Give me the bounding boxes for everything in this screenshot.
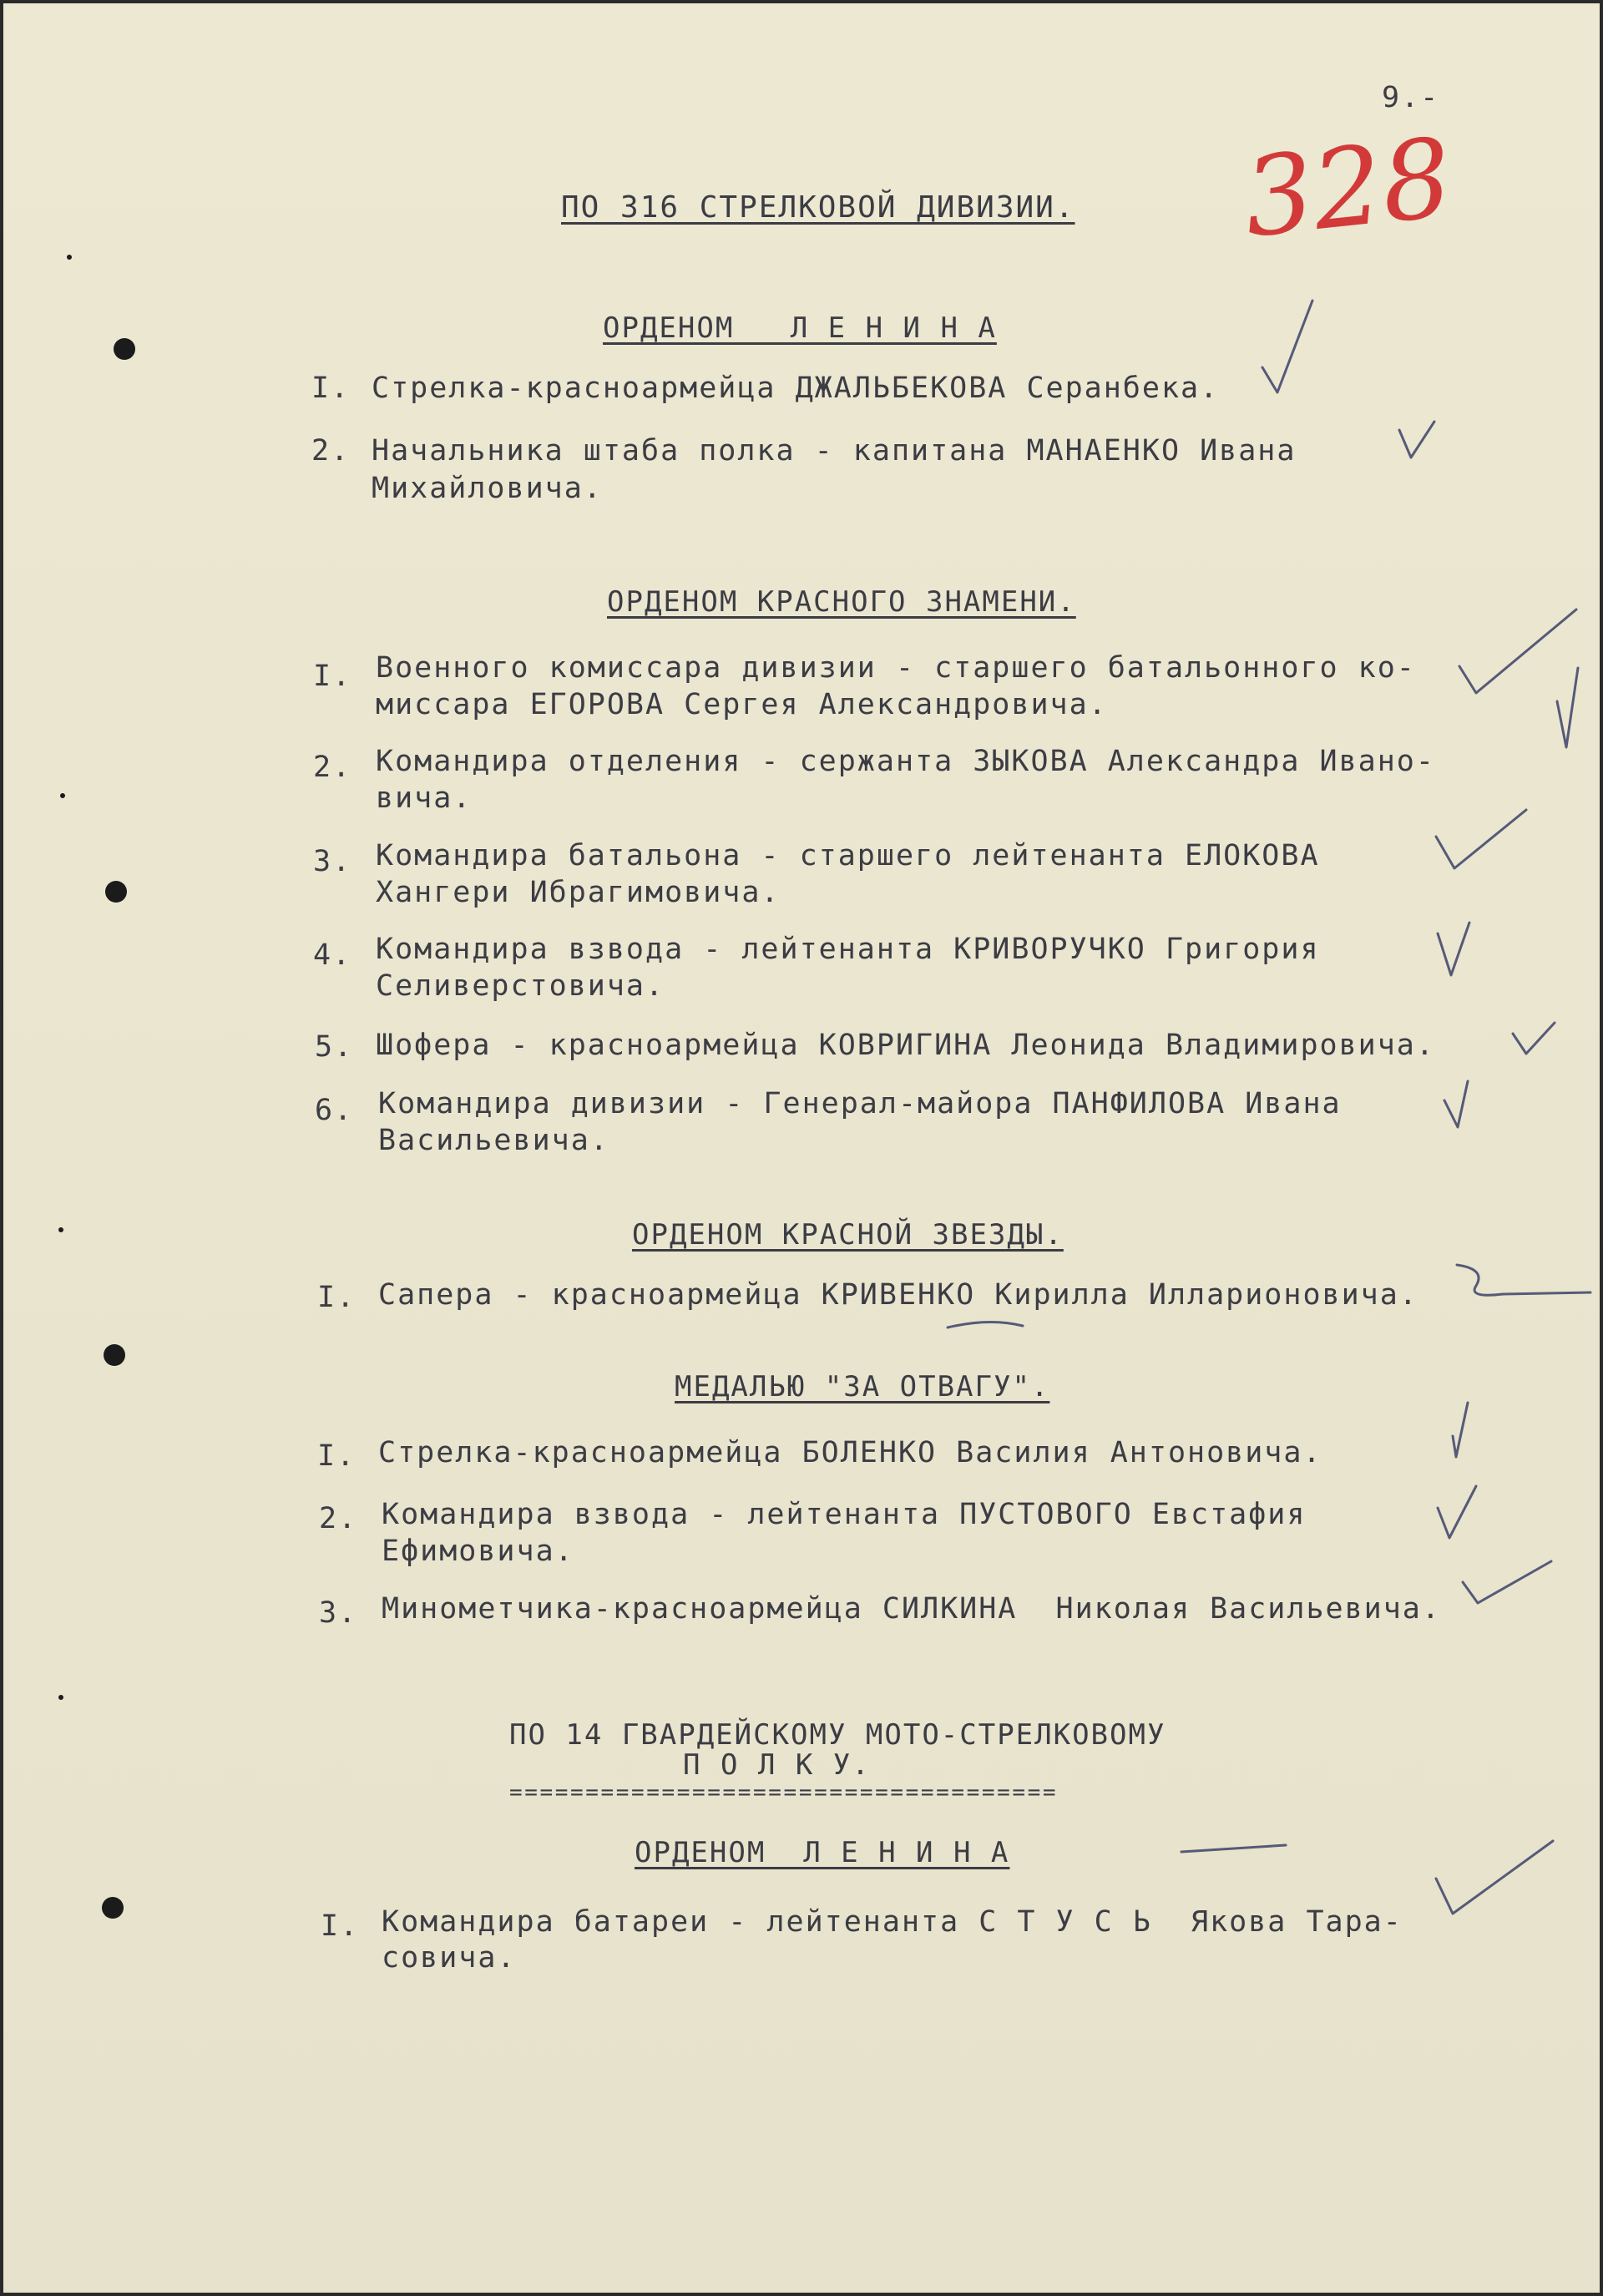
list-item-text: Хангери Ибрагимовича. (376, 876, 781, 909)
section-heading-order-lenin: ОРДЕНОМ Л Е Н И Н А (603, 311, 997, 345)
list-item-number: 3. (313, 845, 352, 878)
list-item-text: Командира батареи - лейтенанта С Т У С Ь Якова Тара- (382, 1905, 1403, 1939)
list-item-text: Командира дивизии - Генерал-майора ПАНФИЛОВА Ивана (378, 1087, 1342, 1120)
regiment-title-rule: ==================================== (509, 1780, 1059, 1805)
section-heading-order-lenin-regiment: ОРДЕНОМ Л Е Н И Н А (635, 1836, 1010, 1869)
list-item-number: 3. (319, 1596, 358, 1630)
list-item-text: вича. (376, 781, 473, 815)
regiment-title-word: П О Л К У. (683, 1748, 871, 1782)
list-item-text: Командира взвода - лейтенанта ПУСТОВОГО Евстафия (382, 1498, 1307, 1531)
list-item-number: I. (321, 1909, 360, 1943)
list-item-text: Минометчика-красноармейца СИЛКИНА Николая Васильевича. (382, 1592, 1441, 1626)
list-item-number: I. (313, 660, 352, 693)
section-heading-order-red-star: ОРДЕНОМ КРАСНОЙ ЗВЕЗДЫ. (632, 1218, 1064, 1252)
list-item-text: Ефимовича. (382, 1535, 574, 1568)
check-mark-icon (1438, 1486, 1476, 1538)
check-mark-icon (1457, 1265, 1590, 1295)
list-item-number: 2. (311, 434, 351, 468)
section-heading-medal-courage: МЕДАЛЬЮ "ЗА ОТВАГУ". (675, 1370, 1050, 1403)
list-item-number: 2. (313, 751, 352, 784)
list-item-number: 5. (315, 1030, 354, 1064)
list-item-text: Командира отделения - сержанта ЗЫКОВА Александра Ивано- (376, 745, 1435, 778)
list-item-text: Военного комиссара дивизии - старшего батальонного ко- (376, 651, 1416, 685)
check-mark-icon (1262, 301, 1312, 392)
list-item-number: I. (317, 1281, 357, 1314)
check-mark-icon (1444, 1081, 1468, 1127)
list-item-text: Командира взвода - лейтенанта КРИВОРУЧКО Григория (376, 933, 1320, 966)
list-item-text: совича. (382, 1941, 517, 1975)
list-item-text: Начальника штаба полка - капитана МАНАЕНКО Ивана (372, 434, 1297, 468)
check-mark-icon (1453, 1403, 1468, 1457)
section-heading-order-red-banner: ОРДЕНОМ КРАСНОГО ЗНАМЕНИ. (607, 585, 1076, 619)
division-title: ПО 316 СТРЕЛКОВОЙ ДИВИЗИИ. (561, 190, 1075, 225)
regiment-title: ПО 14 ГВАРДЕЙСКОМУ МОТО-СТРЕЛКОВОМУ (509, 1718, 1166, 1752)
check-mark-icon (1557, 668, 1578, 747)
check-mark-icon (1399, 422, 1434, 458)
list-item-text: Шофера - красноармейца КОВРИГИНА Леонида Владимировича. (376, 1029, 1435, 1062)
list-item-number: I. (311, 372, 351, 405)
pen-stroke (1181, 1845, 1286, 1852)
list-item-number: 6. (315, 1094, 354, 1127)
list-item-text: миссара ЕГОРОВА Сергея Александровича. (376, 688, 1108, 721)
check-mark-icon (1463, 1561, 1551, 1603)
pen-stroke (948, 1322, 1023, 1328)
list-item-number: I. (317, 1439, 357, 1473)
list-item-text: Михайловича. (372, 472, 603, 505)
check-mark-icon (1436, 810, 1526, 868)
page-number: 9.- (1382, 81, 1440, 114)
list-item-text: Стрелка-красноармейца ДЖАЛЬБЕКОВА Серанбека. (372, 372, 1220, 405)
list-item-text: Васильевича. (378, 1124, 609, 1157)
list-item-text: Командира батальона - старшего лейтенанта ЕЛОКОВА (376, 839, 1320, 872)
check-mark-icon (1436, 1841, 1553, 1914)
check-mark-icon (1438, 923, 1469, 975)
list-item-text: Селиверстовича. (376, 969, 665, 1003)
check-mark-icon (1513, 1023, 1555, 1054)
list-item-text: Стрелка-красноармейца БОЛЕНКО Василия Антоновича. (378, 1436, 1322, 1469)
check-mark-icon (1459, 609, 1576, 693)
list-item-number: 4. (313, 938, 352, 972)
list-item-text: Сапера - красноармейца КРИВЕНКО Кирилла Илларионовича. (378, 1278, 1418, 1312)
archive-number: 328 (1237, 114, 1458, 262)
list-item-number: 2. (319, 1502, 358, 1535)
